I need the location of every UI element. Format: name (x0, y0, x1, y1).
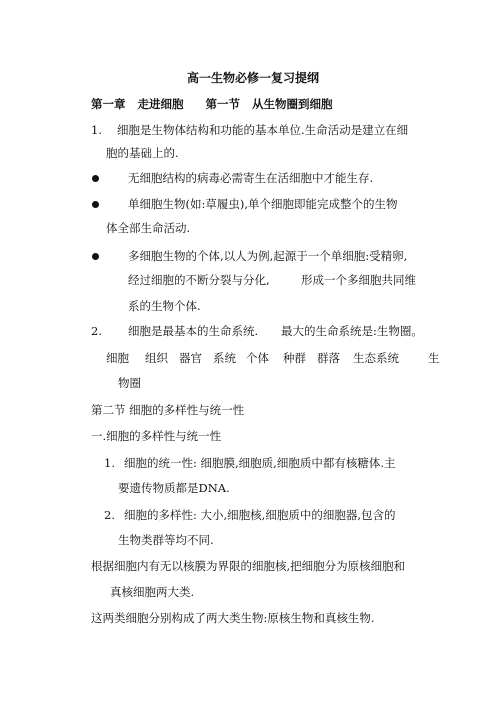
item-2-part-2: 最大的生命系统是:生物圈。 (281, 324, 423, 338)
life-level-5: 个体 (246, 351, 269, 365)
doc-title: 高一生物必修一复习提纲 (187, 71, 320, 85)
life-level-8: 生态系统 (353, 351, 399, 365)
bullet-dot-3 (92, 253, 99, 260)
sub-item-1-number: 1. (104, 456, 115, 470)
sub-item-2-line-1: 细胞的多样性: 大小,细胞核,细胞质中的细胞器,包含的 (124, 508, 396, 522)
life-level-end: 物圈 (118, 376, 141, 390)
bullet-3-line-2b: 形成一个多细胞共同维 (301, 273, 416, 287)
bullet-3-line-3: 系的生物个体. (128, 299, 201, 313)
chapter-name: 走进细胞 (137, 97, 184, 111)
chapter-heading (91, 96, 333, 112)
section-label: 第一节 (205, 97, 240, 111)
bullet-3-line-1: 多细胞生物的个体,以人为例,起源于一个单细胞:受精卵, (128, 249, 408, 263)
item-1-line-2: 胞的基础上的. (106, 146, 179, 160)
sub-item-2-line-2: 生物类群等均不同. (118, 533, 214, 547)
life-level-1: 细胞 (106, 351, 129, 365)
bullet-dot-1 (92, 175, 99, 182)
bullet-1-text: 无细胞结构的病毒必需寄生在活细胞中才能生存. (128, 171, 374, 185)
bullet-2-line-1: 单细胞生物(如:草履虫),单个细胞即能完成整个的生物 (128, 197, 398, 211)
paragraph-2-line-1: 这两类细胞分别构成了两大类生物:原核生物和真核生物. (91, 611, 375, 625)
chapter-label: 第一章 (91, 97, 126, 111)
item-1-number: 1. (91, 123, 102, 137)
bullet-3-line-2a: 经过细胞的不断分裂与分化, (128, 273, 270, 287)
section-2-title: 第二节 细胞的多样性与统一性 (91, 403, 245, 417)
item-2-number: 2. (91, 324, 102, 338)
life-level-2: 组织 (145, 351, 168, 365)
subsection-1-title: 一.细胞的多样性与统一性 (91, 429, 222, 443)
life-level-3: 器官 (179, 351, 202, 365)
bullet-dot-2 (92, 201, 99, 208)
section-name: 从生物圈到细胞 (252, 97, 333, 111)
sub-item-1-line-1: 细胞的统一性: 细胞膜,细胞质,细胞质中都有核糖体.主 (124, 456, 396, 470)
life-level-6: 种群 (283, 351, 306, 365)
bullet-2-line-2: 体全部生命活动. (106, 221, 191, 235)
life-level-4: 系统 (213, 351, 236, 365)
sub-item-2-number: 2. (104, 508, 115, 522)
paragraph-1-line-2: 真核细胞两大类. (110, 585, 195, 599)
sub-item-1-line-2: 要遗传物质都是DNA. (118, 481, 230, 495)
life-level-9: 生 (428, 351, 440, 365)
item-1-line-1: 细胞是生物体结构和功能的基本单位.生命活动是建立在细 (117, 123, 409, 137)
life-level-7: 群落 (317, 351, 340, 365)
paragraph-1-line-1: 根据细胞内有无以核膜为界限的细胞核,把细胞分为原核细胞和 (91, 559, 406, 573)
item-2-part-1: 细胞是最基本的生命系统. (128, 324, 259, 338)
